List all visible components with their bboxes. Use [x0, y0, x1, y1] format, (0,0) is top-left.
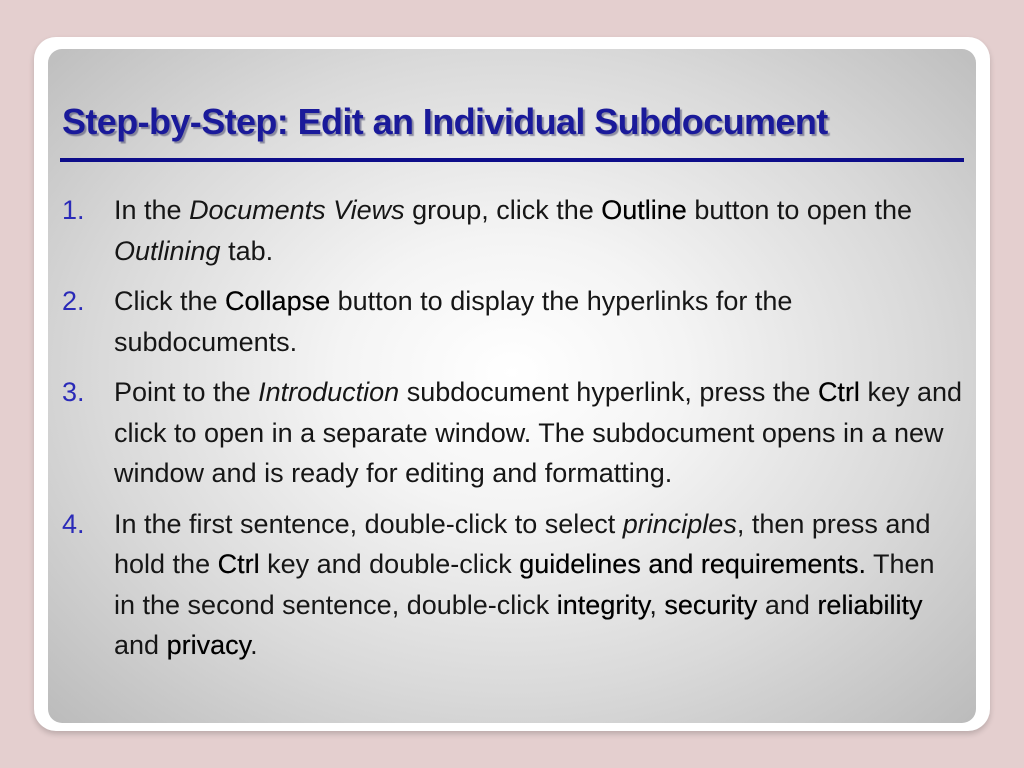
ui-command-term: Outline — [601, 195, 687, 225]
step-item-4 — [62, 504, 962, 666]
step-number: 1. — [62, 195, 85, 225]
slide-title: Step-by-Step: Edit an Individual Subdocument — [62, 101, 828, 142]
step-text: In the — [114, 195, 190, 225]
step-text: group, click the — [404, 195, 602, 225]
step-text: key and click to open in a separate window. The subdocument opens in a new window and is ready for editing and formatting. — [114, 377, 963, 488]
step-text: Then in the second sentence, double-click — [114, 549, 935, 620]
step-text: Point to the — [114, 377, 259, 407]
title-underline — [60, 158, 964, 162]
selected-word-term: reliability — [817, 589, 923, 620]
selected-word-term: security — [664, 589, 758, 620]
step-text: , then press and hold the — [114, 508, 931, 579]
step-text: and — [114, 630, 167, 660]
step-text: and — [757, 589, 818, 620]
step-text: , — [649, 589, 665, 620]
selected-word-term: integrity — [556, 589, 650, 620]
subdocument-name-emphasis: Introduction — [258, 377, 400, 407]
key-name-term: Ctrl — [217, 549, 260, 579]
step-number: 2. — [62, 286, 85, 316]
step-text: Click the — [114, 286, 226, 316]
step-text: tab. — [220, 235, 274, 266]
step-number: 3. — [62, 377, 85, 407]
word-emphasis: principles — [622, 508, 737, 539]
selected-words-term: guidelines and requirements. — [519, 549, 866, 579]
step-text: key and double-click — [259, 549, 520, 579]
selected-word-term: privacy — [166, 630, 251, 660]
slide — [48, 49, 976, 723]
ui-command-term: Collapse — [225, 286, 331, 316]
step-text: . — [250, 630, 258, 660]
step-item-3 — [62, 372, 962, 494]
step-text: In the first sentence, double-click to select — [114, 508, 623, 539]
group-name-emphasis: Documents Views — [189, 195, 405, 225]
step-text: button to open the — [686, 195, 913, 225]
step-item-1 — [62, 190, 962, 271]
step-text: button to display the hyperlinks for the subdocuments. — [114, 286, 793, 357]
step-text: subdocument hyperlink, press the — [399, 377, 818, 407]
tab-name-emphasis: Outlining — [114, 235, 221, 266]
step-number: 4. — [62, 508, 85, 539]
step-item-2 — [62, 281, 962, 362]
step-list — [62, 190, 962, 676]
key-name-term: Ctrl — [817, 377, 860, 407]
